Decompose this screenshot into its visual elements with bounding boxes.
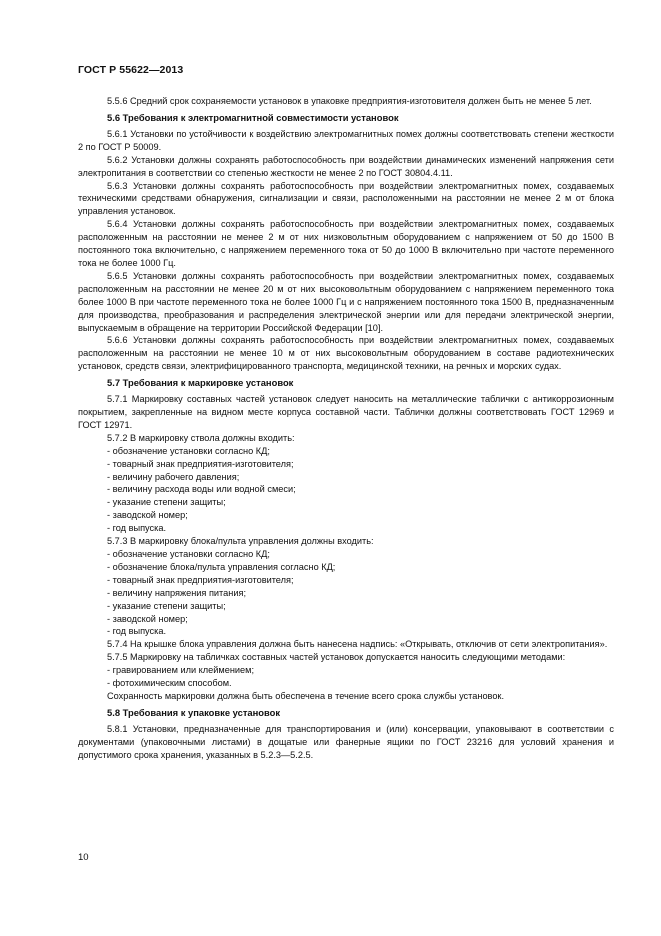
- list-item: - товарный знак предприятия-изготовителя;: [107, 458, 294, 469]
- list-item: - заводской номер;: [107, 510, 188, 521]
- paragraph-5-6-5: 5.6.5 Установки должны сохранять работоспособность при воздействии электромагнитных помех, создаваемых расположенным на расстоянии не менее 20 м от них высоковольтным оборудованием с напряжением переменного тока более 1000 В при частоте переменного тока не более 1000 Гц и с напряжением постоянного тока 1500 В, предназначенным для производства, преобразования и распределения электрической энергии или для передачи электрической энергии, выпускаемым в обращение на территории Российской Федерации [10].: [78, 270, 614, 333]
- list-item: - указание степени защиты;: [107, 497, 226, 508]
- page-header: ГОСТ Р 55622—2013: [78, 64, 184, 76]
- list-item: - величину напряжения питания;: [107, 587, 247, 598]
- section-heading-5-6: 5.6 Требования к электромагнитной совместимости установок: [107, 111, 399, 123]
- paragraph-5-6-2: 5.6.2 Установки должны сохранять работоспособность при воздействии динамических изменений напряжения сети электропитания в соответствии со степенью жесткости не менее 2 по ГОСТ 30804.4.11.: [78, 154, 614, 178]
- page-content: [78, 95, 614, 762]
- list-5-7-3: [78, 548, 614, 638]
- paragraph-marking-durability: Сохранность маркировки должна быть обеспечена в течение всего срока службы установок.: [107, 690, 505, 701]
- list-item: - указание степени защиты;: [107, 600, 226, 611]
- paragraph-5-6-3: 5.6.3 Установки должны сохранять работоспособность при воздействии электромагнитных помех, создаваемых техническими средствами обнаружения, сигнализации и связи, расположенными на расстоянии не менее 2 м от блока управления установок.: [78, 180, 614, 217]
- list-5-7-5: [78, 664, 614, 690]
- paragraph-5-6-4: 5.6.4 Установки должны сохранять работоспособность при воздействии электромагнитных помех, создаваемых расположенным на расстоянии не менее 2 м от них низковольтным оборудованием с напряжением от 50 до 1500 В постоянного тока включительно, с напряжением переменного тока от 50 до 1000 В включительно при частоте переменного тока не более 1000 Гц.: [78, 219, 614, 268]
- list-5-7-2: [78, 445, 614, 535]
- list-item: - обозначение блока/пульта управления согласно КД;: [107, 561, 336, 572]
- list-item: - гравированием или клеймением;: [107, 665, 254, 676]
- paragraph-5-7-5: 5.7.5 Маркировку на табличках составных частей установок допускается наносить следующими методами:: [107, 652, 566, 663]
- list-item: - год выпуска.: [107, 626, 167, 637]
- paragraph-5-6-6: 5.6.6 Установки должны сохранять работоспособность при воздействии электромагнитных помех, создаваемых расположенным на расстоянии не менее 10 м от них высоковольтным оборудованием в составе радиотехнических установок, средств связи, электрифицированного транспорта, медицинской техники, на речных и морских судах.: [78, 335, 614, 372]
- paragraph-5-7-3: 5.7.3 В маркировку блока/пульта управления должны входить:: [107, 536, 374, 547]
- list-item: - обозначение установки согласно КД;: [107, 445, 270, 456]
- paragraph-5-5-6: 5.5.6 Средний срок сохраняемости установок в упаковке предприятия-изготовителя должен быть не менее 5 лет.: [107, 96, 592, 106]
- list-item: - фотохимическим способом.: [107, 678, 232, 689]
- list-item: - величину рабочего давления;: [107, 471, 240, 482]
- list-item: - год выпуска.: [107, 523, 167, 534]
- list-item: - величину расхода воды или водной смеси;: [107, 484, 296, 495]
- paragraph-5-7-1: 5.7.1 Маркировку составных частей установок следует наносить на металлические таблички с антикоррозионным покрытием, закрепленные на видном месте корпуса составной части. Таблички должны соответствовать ГОСТ 12969 и ГОСТ 12971.: [78, 394, 614, 430]
- paragraph-5-7-4: 5.7.4 На крышке блока управления должна быть нанесена надпись: «Открывать, отключив от сети электропитания».: [107, 639, 608, 650]
- paragraph-5-7-2: 5.7.2 В маркировку ствола должны входить:: [107, 432, 295, 443]
- paragraph-5-6-1: 5.6.1 Установки по устойчивости к воздействию электромагнитных помех должны соответствовать степени жесткости 2 по ГОСТ Р 50009.: [78, 128, 614, 152]
- section-heading-5-7: 5.7 Требования к маркировке установок: [107, 377, 294, 389]
- list-item: - товарный знак предприятия-изготовителя;: [107, 574, 294, 585]
- list-item: - заводской номер;: [107, 613, 188, 624]
- list-item: - обозначение установки согласно КД;: [107, 549, 270, 559]
- section-heading-5-8: 5.8 Требования к упаковке установок: [107, 706, 281, 718]
- paragraph-5-8-1: 5.8.1 Установки, предназначенные для транспортирования и (или) консервации, упаковывают в соответствии с документами (упаковочными листами) в дощатые или фанерные ящики по ГОСТ 23216 для условий хранения и допустимого срока хранения, указанных в 5.2.3—5.2.5.: [78, 723, 614, 760]
- page-number: 10: [78, 852, 89, 863]
